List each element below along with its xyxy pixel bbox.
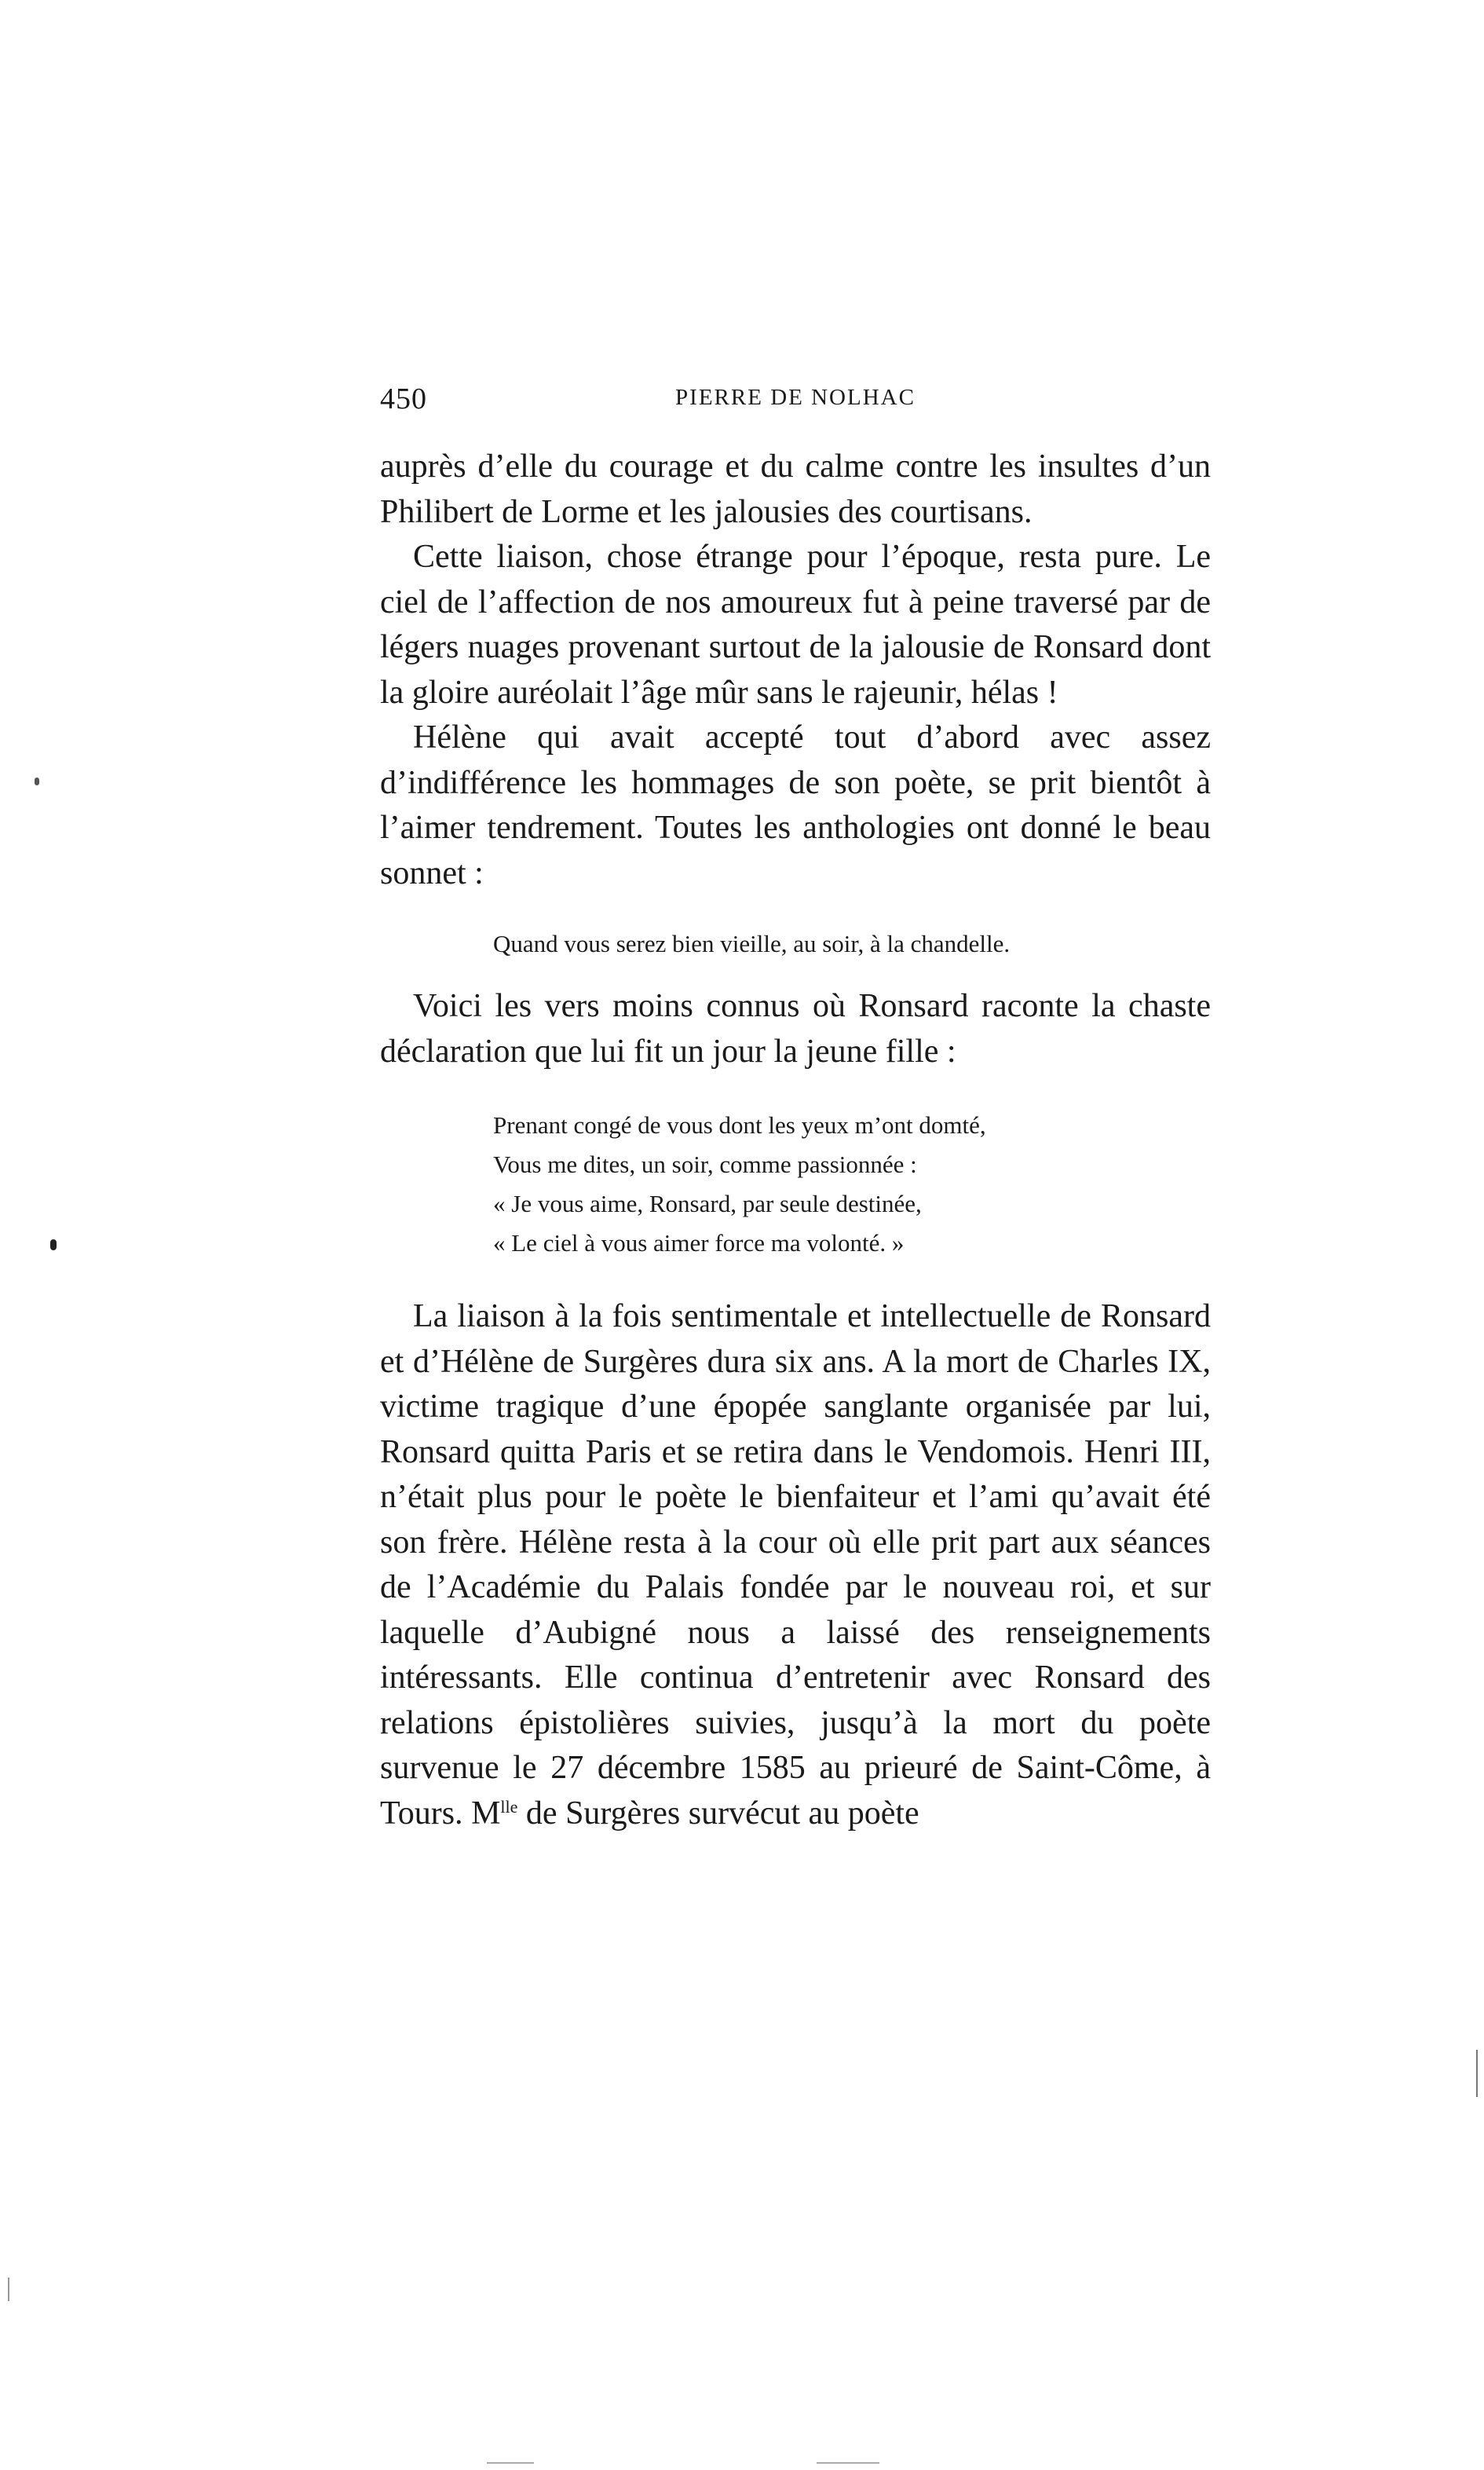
scan-artifact [8,2278,9,2301]
page-header [380,382,1211,429]
paragraph-5-main: La liaison à la fois sentimentale et intellectuelle de Ronsard et d’Hélène de Surgères dura six ans. A la mort de Charles IX, victime tragique d’une épopée sanglante organisée par lui, Ronsard quitta Paris et se retira dans le Vendomois. Henri III, n’était plus pour le poète le bienfaiteur et l’ami qu’avait été son frère. Hélène resta à la cour où elle prit part aux séances de l’Académie du Palais fondée par le nouveau roi, et sur laquelle d’Aubigné nous a laissé des renseignements intéressants. Elle continua d’entretenir avec Ronsard des relations épistolières suivies, jusqu’à la mort du poète survenue le 27 décembre 1585 au prieuré de Saint-Côme, à Tours. [380,1298,1211,1831]
verse-line: Prenant congé de vous dont les yeux m’ont domté, [493,1111,986,1139]
scan-artifact [817,2462,879,2464]
paragraph-2: Cette liaison, chose étrange pour l’époque, resta pure. Le ciel de l’affection de nos amoureux fut à peine traversé par de légers nuages provenant surtout de la jalousie de Ronsard dont la gloire auréolait l’âge mûr sans le rajeunir, hélas ! [380,539,1211,711]
paragraph-5 [380,1294,1211,1836]
scan-artifact [487,2462,534,2464]
scan-artifact [50,1239,57,1250]
scan-artifact [1476,2050,1478,2097]
abbreviation-mademoiselle: $M^{lle}$ [471,1795,518,1831]
paragraph-3: Hélène qui avait accepté tout d’abord avec assez d’indifférence les hommages de son poète, se prit bientôt à l’aimer tendrement. Toutes les anthologies ont donné le beau sonnet : [380,719,1211,891]
verse-line: Vous me dites, un soir, comme passionnée : [493,1151,917,1178]
page-number: 450 [380,382,427,415]
verse-line: « Je vous aime, Ronsard, par seule destinée, [493,1190,922,1217]
paragraph-5-end: de Surgères survécut au poète [525,1795,919,1831]
body-text [380,445,1211,1836]
paragraph-4: Voici les vers moins connus où Ronsard raconte la chaste déclaration que lui fit un jour la jeune fille : [380,988,1211,1070]
verse-block [380,1106,1211,1263]
running-title: PIERRE DE NOLHAC [675,385,916,410]
scan-artifact [35,778,39,785]
paragraph-1: auprès d’elle du courage et du calme contre les insultes d’un Philibert de Lorme et les jalousies des courtisans. [380,448,1211,530]
quoted-verse: Quand vous serez bien vieille, au soir, à la chandelle. [493,930,1011,957]
verse-line: « Le ciel à vous aimer force ma volonté. » [493,1229,905,1257]
